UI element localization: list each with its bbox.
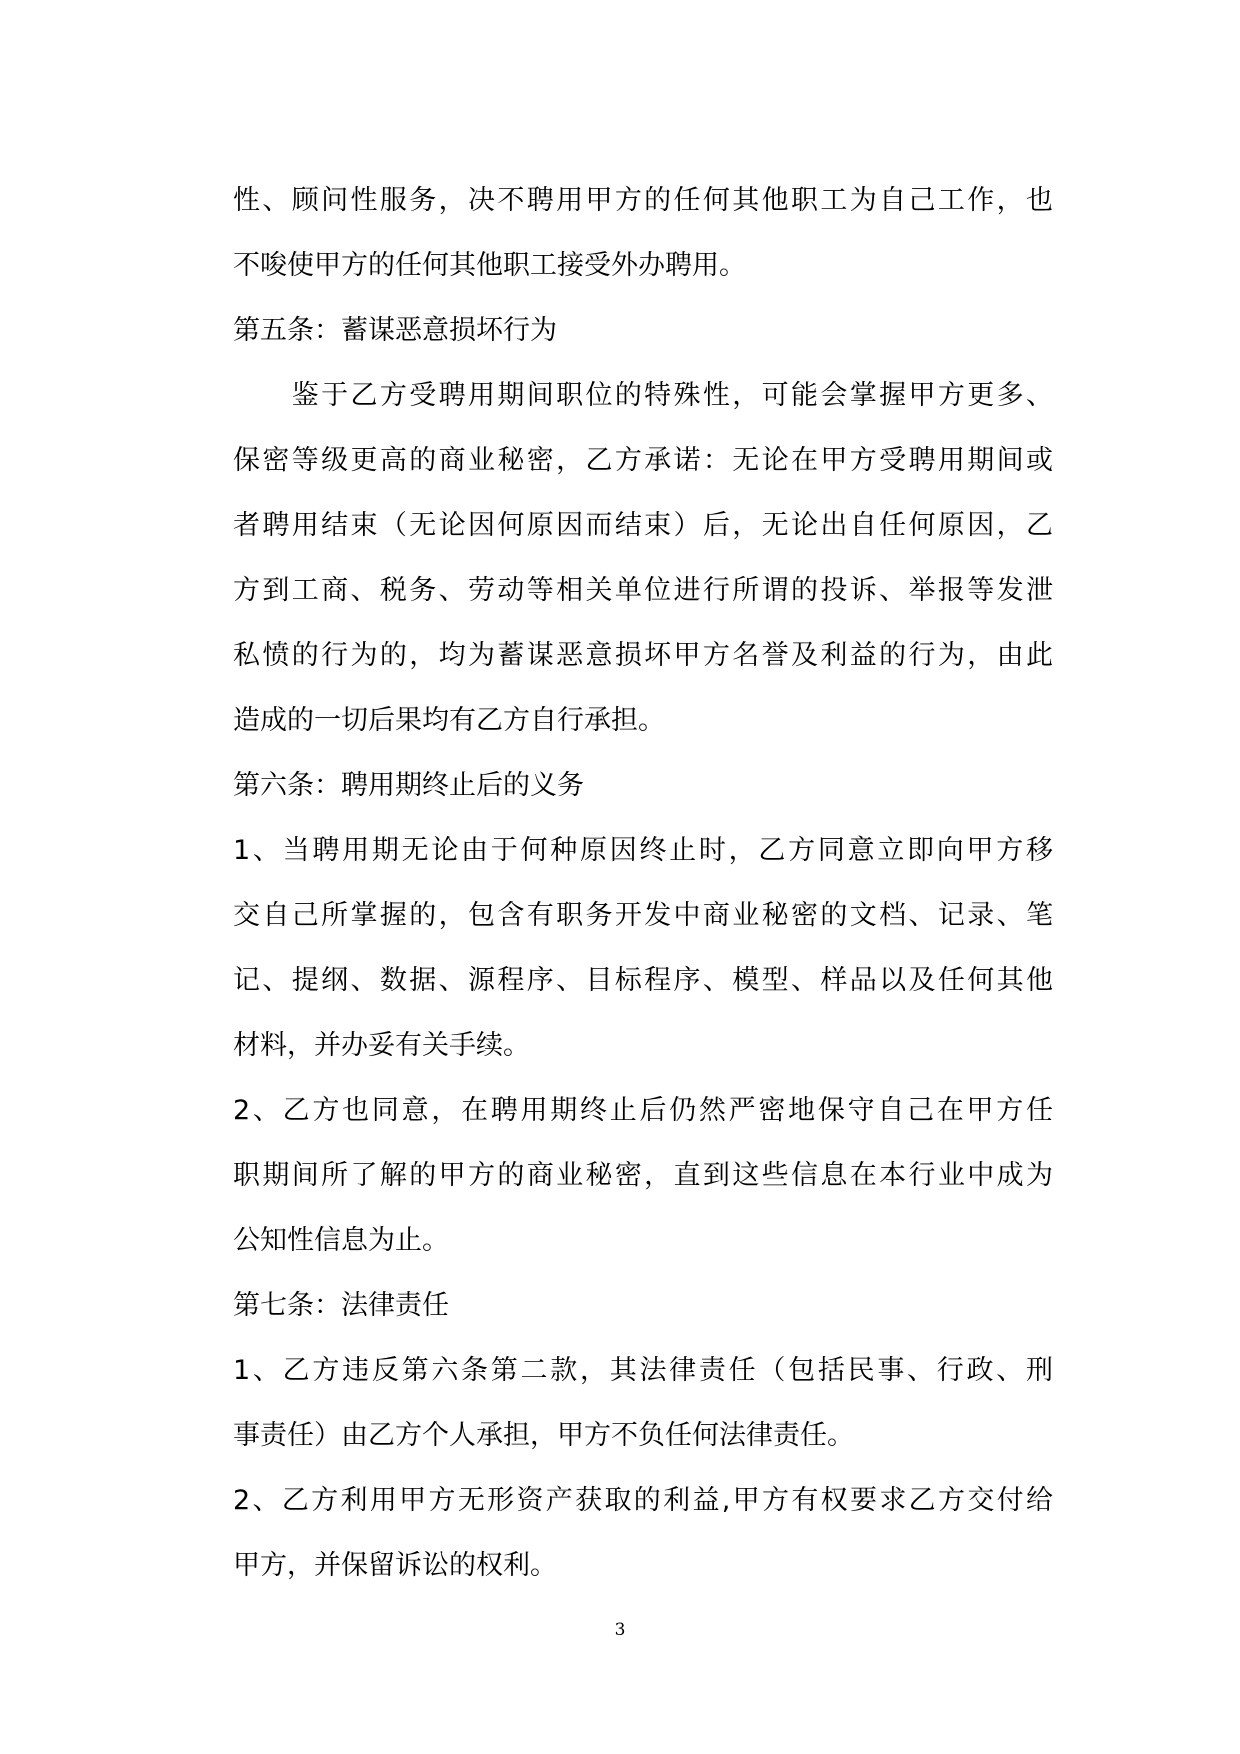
text-line: 事责任）由乙方个人承担，甲方不负任何法律责任。 (233, 1420, 854, 1451)
text-line: 2、乙方利用甲方无形资产获取的利益,甲方有权要求乙方交付给 (233, 1485, 1053, 1516)
text-line: 材料，并办妥有关手续。 (233, 1030, 530, 1061)
document-body (233, 168, 1053, 1598)
page-number: 3 (614, 1620, 626, 1640)
text-line: 者聘用结束（无论因何原因而结束）后，无论出自任何原因，乙 (233, 510, 1053, 541)
text-line: 交自己所掌握的，包含有职务开发中商业秘密的文档、记录、笔 (233, 900, 1053, 931)
text-line: 造成的一切后果均有乙方自行承担。 (233, 705, 665, 736)
article-heading: 第六条：聘用期终止后的义务 (233, 770, 584, 801)
text-line: 性、顾问性服务，决不聘用甲方的任何其他职工为自己工作，也 (233, 185, 1053, 216)
text-line: 公知性信息为止。 (233, 1225, 449, 1256)
article-heading: 第七条：法律责任 (233, 1290, 449, 1321)
article-heading: 第五条：蓄谋恶意损坏行为 (233, 315, 557, 346)
text-line: 私愤的行为的，均为蓄谋恶意损坏甲方名誉及利益的行为，由此 (233, 640, 1053, 671)
text-line: 鉴于乙方受聘用期间职位的特殊性，可能会掌握甲方更多、 (233, 380, 1053, 411)
text-line: 甲方，并保留诉讼的权利。 (233, 1550, 557, 1581)
text-line: 2、乙方也同意，在聘用期终止后仍然严密地保守自己在甲方任 (233, 1095, 1053, 1126)
text-line: 记、提纲、数据、源程序、目标程序、模型、样品以及任何其他 (233, 965, 1053, 996)
text-line: 1、当聘用期无论由于何种原因终止时，乙方同意立即向甲方移 (233, 835, 1053, 866)
text-line: 保密等级更高的商业秘密，乙方承诺：无论在甲方受聘用期间或 (233, 445, 1053, 476)
text-line: 职期间所了解的甲方的商业秘密，直到这些信息在本行业中成为 (233, 1160, 1053, 1191)
text-line: 1、乙方违反第六条第二款，其法律责任（包括民事、行政、刑 (233, 1355, 1053, 1386)
text-line: 方到工商、税务、劳动等相关单位进行所谓的投诉、举报等发泄 (233, 575, 1053, 606)
text-line: 不唆使甲方的任何其他职工接受外办聘用。 (233, 250, 746, 281)
